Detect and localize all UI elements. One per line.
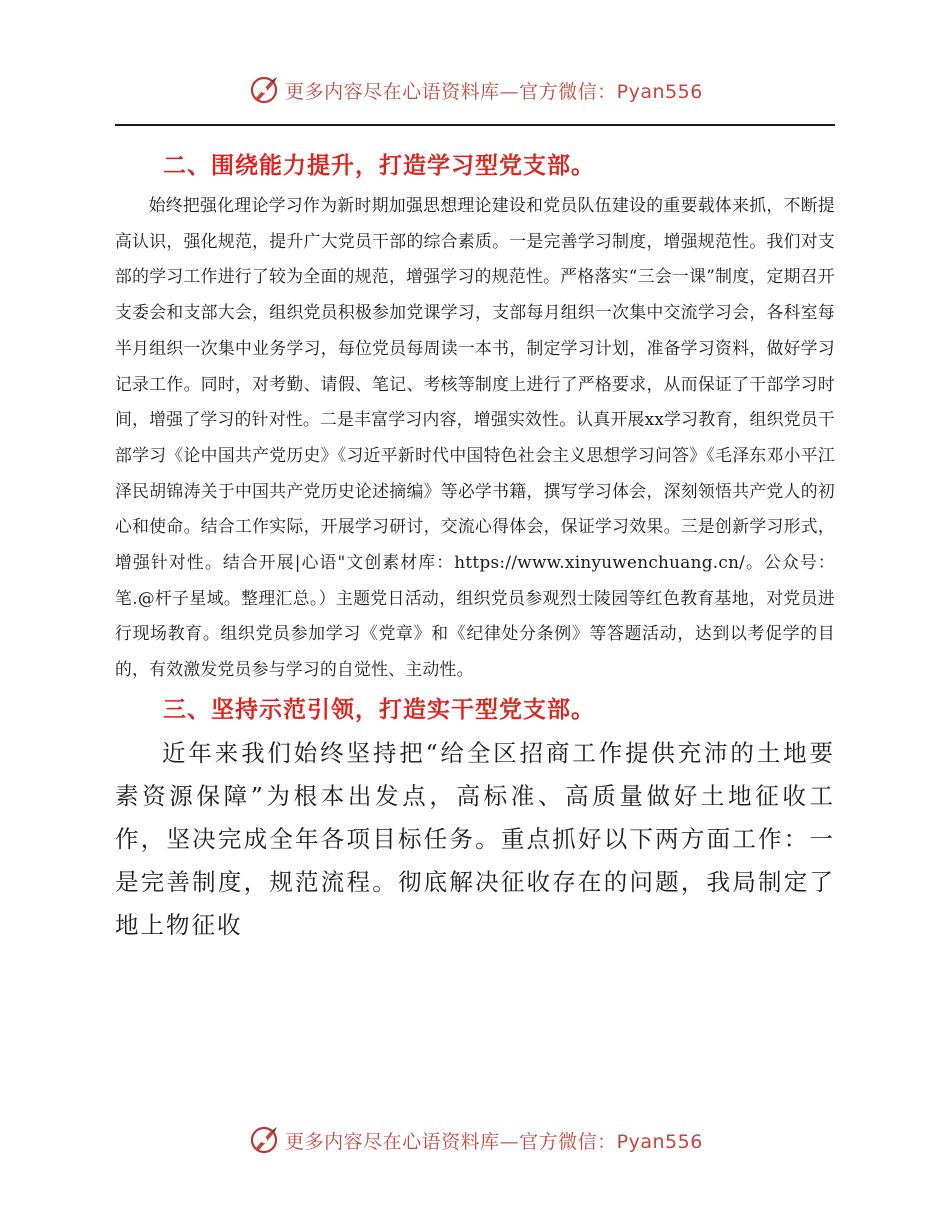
- document-body: [115, 144, 835, 947]
- section-2-paragraph: 始终把强化理论学习作为新时期加强思想理论建设和党员队伍建设的重要载体来抓，不断提高认识，强化规范，提升广大党员干部的综合素质。一是完善学习制度，增强规范性。我们对支部的学习工作进行了较为全面的规范，增强学习的规范性。严格落实“三会一课”制度，定期召开支委会和支部大会，组织党员积极参加党课学习，支部每月组织一次集中交流学习会，各科室每半月组织一次集中业务学习，每位党员每周读一本书，制定学习计划，准备学习资料，做好学习记录工作。同时，对考勤、请假、笔记、考核等制度上进行了严格要求，从而保证了干部学习时间，增强了学习的针对性。二是丰富学习内容，增强实效性。认真开展xx学习教育，组织党员干部学习《论中国共产党历史》《习近平新时代中国特色社会主义思想学习问答》《毛泽东邓小平江泽民胡锦涛关于中国共产党历史论述摘编》等必学书籍，撰写学习体会，深刻领悟共产党人的初心和使命。结合工作实际，开展学习研讨，交流心得体会，保证学习效果。三是创新学习形式，增强针对性。结合开展|心语"文创素材库：https://www.xinyuwenchuang.cn/。公众号：笔.@杆子星域。整理汇总。）主题党日活动，组织党员参观烈士陵园等红色教育基地，对党员进行现场教育。组织党员参加学习《党章》和《纪律处分条例》等答题活动，达到以考促学的目的，有效激发党员参与学习的自觉性、主动性。: [115, 195, 835, 680]
- quill-logo-icon: [247, 73, 281, 107]
- footer-watermark: [0, 1118, 950, 1162]
- section-heading-2: 二、围绕能力提升，打造学习型党支部。: [163, 153, 595, 179]
- section-3-paragraph: 近年来我们始终坚持把“给全区招商工作提供充沛的土地要素资源保障”为根本出发点，高标准、高质量做好土地征收工作，坚决完成全年各项目标任务。重点抓好以下两方面工作：一是完善制度，规范流程。彻底解决征收存在的问题，我局制定了地上物征收: [115, 738, 835, 939]
- section-heading-3: 三、坚持示范引领，打造实干型党支部。: [163, 696, 595, 723]
- header-watermark: [0, 68, 950, 112]
- quill-logo-icon: [247, 1123, 281, 1157]
- header-rule: [115, 124, 835, 126]
- watermark-text: 更多内容尽在心语资料库—官方微信：Pyan556: [285, 80, 703, 103]
- watermark-text: 更多内容尽在心语资料库—官方微信：Pyan556: [285, 1130, 703, 1153]
